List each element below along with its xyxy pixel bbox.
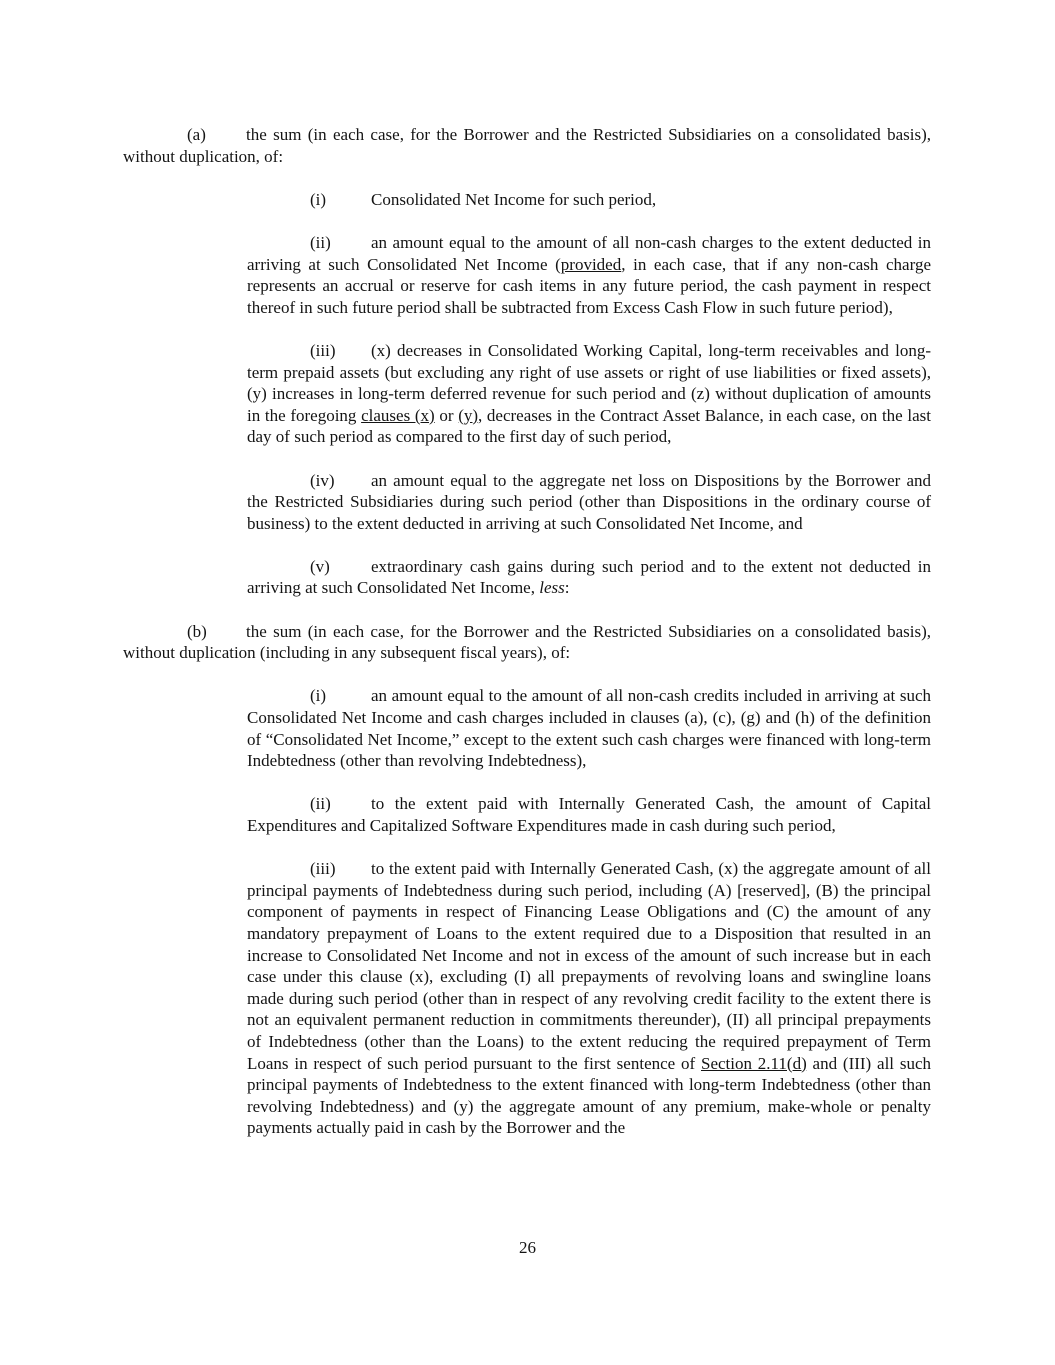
paragraph-iii-9 <box>247 858 931 1139</box>
text-run: clauses (x) <box>361 405 435 425</box>
text-run: or <box>434 405 459 425</box>
paragraph-label: (ii) <box>310 232 331 252</box>
text-run: extraordinary cash gains during such period and to the extent not deducted in arriving at such Consolidated Net Income, <box>247 556 931 598</box>
paragraph-label: (i) <box>310 686 327 706</box>
text-run: Consolidated Net Income for such period, <box>371 189 657 209</box>
text-run: less <box>539 578 565 598</box>
text-run: the sum (in each case, for the Borrower and the Restricted Subsidiaries on a consolidated basis), without duplication, of: <box>123 125 931 166</box>
paragraph-label: (iii) <box>310 859 336 879</box>
paragraph-label: (iii) <box>310 340 336 360</box>
paragraph-label: (ii) <box>310 794 331 814</box>
paragraph-b-6 <box>123 621 931 664</box>
text-run: provided <box>560 254 622 274</box>
paragraph-a-0 <box>123 124 931 167</box>
text-run: , in each case, that if any non-cash charge represents an accrual or reserve for cash items in any future period, the cash payment in respect thereof in such future period shall be subtracted from Excess Cash Flow in such future period), <box>247 254 931 317</box>
text-run: to the extent paid with Internally Generated Cash, (x) the aggregate amount of all principal payments of Indebtedness during such period, including (A) [reserved], (B) the principal component of payments in respect of Financing Lease Obligations and (C) the amount of any mandatory prepayment of Loans to the extent required due to a Disposition that resulted in an increase to Consolidated Net Income and not in excess of the amount of such increase but in each case under this clause (x), excluding (I) all prepayments of revolving loans and swingline loans made during such period (other than in respect of any revolving credit facility to the extent there is not an equivalent permanent reduction in commitments thereunder), (II) all principal prepayments of Indebtedness (other than the Loans) to the extent reducing the required prepayment of Term Loans in respect of such period pursuant to the first sentence of <box>247 859 931 1073</box>
document-body <box>123 124 931 1161</box>
text-run: to the extent paid with Internally Generated Cash, the amount of Capital Expenditures and Capitalized Software Expenditures made in cash during such period, <box>247 794 931 835</box>
paragraph-label: (i) <box>310 189 327 209</box>
text-run: (y) <box>458 405 479 425</box>
paragraph-label: (iv) <box>310 470 335 490</box>
paragraph-v-5 <box>247 556 931 599</box>
paragraph-iv-4 <box>247 470 931 535</box>
paragraph-ii-8 <box>247 793 931 836</box>
text-run: an amount equal to the amount of all non-cash charges to the extent deducted in arriving at such Consolidated Net Income ( <box>247 232 931 274</box>
paragraph-i-1 <box>247 189 931 211</box>
paragraph-label: (b) <box>187 621 207 641</box>
paragraph-label: (v) <box>310 556 330 576</box>
text-run: the sum (in each case, for the Borrower and the Restricted Subsidiaries on a consolidated basis), without duplication (including in any subsequent fiscal years), of: <box>123 621 931 663</box>
text-run: an amount equal to the amount of all non-cash credits included in arriving at such Consolidated Net Income and cash charges included in clauses (a), (c), (g) and (h) of the definition of “Consolidated Net Income,” except to the extent such cash charges were financed with long-term Indebtedness (other than revolving Indebtedness), <box>247 686 931 771</box>
page-number: 26 <box>519 1238 536 1257</box>
paragraph-label: (a) <box>187 125 206 144</box>
text-run: (x) decreases in Consolidated Working Capital, long-term receivables and long-term prepaid assets (but excluding any right of use assets or right of use liabilities or fixed assets), (y) increases in long-term deferred revenue for such period and (z) without duplication of amounts in the foregoing <box>247 340 931 425</box>
text-run: an amount equal to the aggregate net loss on Dispositions by the Borrower and the Restricted Subsidiaries during such period (other than Dispositions in the ordinary course of business) to the extent deducted in arriving at such Consolidated Net Income, and <box>247 470 931 533</box>
paragraph-ii-2 <box>247 232 931 318</box>
paragraph-iii-3 <box>247 340 931 448</box>
text-run: Section 2.11(d) <box>701 1053 807 1073</box>
text-run: , decreases in the Contract Asset Balance, in each case, on the last day of such period as compared to the first day of such period, <box>247 405 931 447</box>
text-run: : <box>564 578 570 598</box>
paragraph-i-7 <box>247 685 931 771</box>
text-run: and (III) all such principal payments of Indebtedness to the extent financed with long-term Indebtedness (other than revolving Indebtedness) and (y) the aggregate amount of any premium, make-whole or penalty payments actually paid in cash by the Borrower and the <box>247 1053 931 1138</box>
